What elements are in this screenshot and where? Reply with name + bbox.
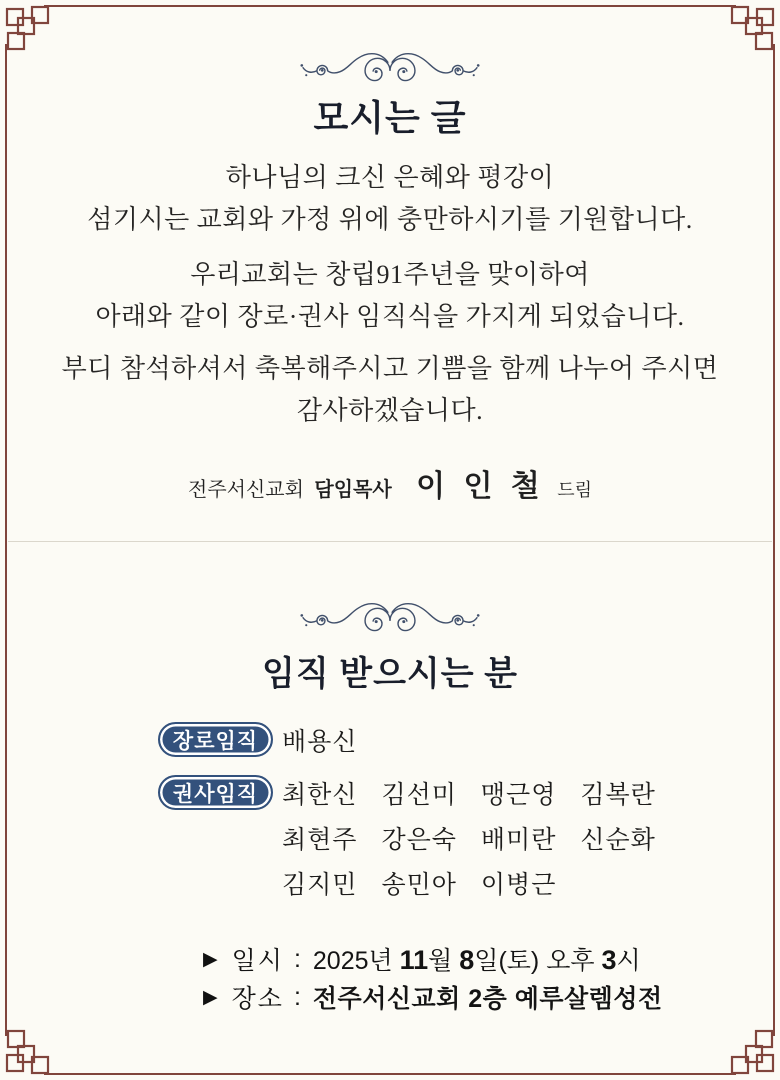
signature-name: 이 인 철	[416, 470, 545, 503]
invitation-paragraph-line: 부디 참석하셔서 축복해주시고 기쁨을 함께 나누어 주시면	[61, 354, 719, 383]
signature-church: 전주서신교회	[188, 479, 304, 501]
appointee-name: 신순화	[580, 825, 656, 854]
appointee-name: 배미란	[480, 825, 557, 854]
date-part: 시	[616, 947, 641, 975]
appointee-name: 송민아	[381, 870, 457, 899]
corner-ornament-icon	[728, 1028, 778, 1078]
fold-crease	[8, 541, 772, 542]
appointee-name: 김복란	[580, 780, 656, 809]
name-row	[282, 717, 381, 762]
name-row	[282, 860, 680, 905]
frame-border-top	[44, 5, 736, 7]
event-separator: :	[293, 944, 301, 973]
invitation-paragraph-line: 아래와 같이 장로·권사 임직식을 가지게 되었습니다.	[95, 302, 685, 331]
name-row	[282, 815, 680, 860]
event-venue-label: 장소	[231, 985, 284, 1013]
date-part: 월	[428, 947, 460, 975]
badge-deaconess-label: 권사임직	[158, 775, 273, 810]
signature-suffix: 드림	[557, 480, 592, 500]
appointee-name: 맹근영	[480, 780, 557, 809]
corner-ornament-icon	[2, 2, 52, 52]
event-date-value	[313, 941, 641, 977]
appointee-name: 최한신	[282, 780, 358, 809]
flourish-ornament-icon	[292, 46, 488, 92]
date-part: 8	[459, 945, 475, 975]
date-part: 2025년	[312, 947, 400, 975]
invitation-paragraph-line: 섬기시는 교회와 가정 위에 충만하시기를 기원합니다.	[87, 205, 693, 234]
arrow-bullet-icon: ▶	[203, 986, 218, 1008]
invitation-paragraph-line: 우리교회는 창립91주년을 맞이하여	[190, 260, 590, 289]
invitation-paragraph-line: 감사하겠습니다.	[296, 396, 484, 425]
frame-border-bottom	[44, 1073, 736, 1075]
event-separator: :	[293, 982, 301, 1011]
appointee-name: 이병근	[480, 870, 557, 899]
invitation-title: 모시는 글	[313, 98, 467, 138]
arrow-bullet-icon: ▶	[203, 948, 218, 970]
flourish-ornament-icon	[292, 596, 488, 642]
date-part: 일(토) 오후	[474, 947, 602, 975]
appointee-name: 강은숙	[381, 825, 457, 854]
event-date-line	[203, 941, 641, 977]
appointee-name: 배용신	[282, 727, 358, 756]
date-part: 11	[399, 945, 429, 975]
appointee-name: 김지민	[282, 870, 358, 899]
corner-ornament-icon	[728, 2, 778, 52]
appointees-title: 임직 받으시는 분	[262, 656, 518, 693]
event-venue-line	[203, 979, 663, 1015]
elder-names	[282, 717, 381, 762]
deaconess-names	[282, 770, 680, 905]
event-venue-value: 전주서신교회 2층 예루살렘성전	[312, 985, 663, 1013]
signature-line	[0, 461, 780, 505]
invitation-paragraph-line: 하나님의 크신 은혜와 평강이	[225, 163, 555, 192]
badge-elder-label: 장로임직	[158, 722, 273, 757]
corner-ornament-icon	[2, 1028, 52, 1078]
signature-role: 담임목사	[314, 479, 392, 501]
date-part: 3	[601, 945, 617, 975]
appointee-name: 최현주	[282, 825, 358, 854]
event-date-label: 일시	[231, 947, 284, 975]
appointee-name: 김선미	[381, 780, 457, 809]
name-row	[282, 770, 680, 815]
